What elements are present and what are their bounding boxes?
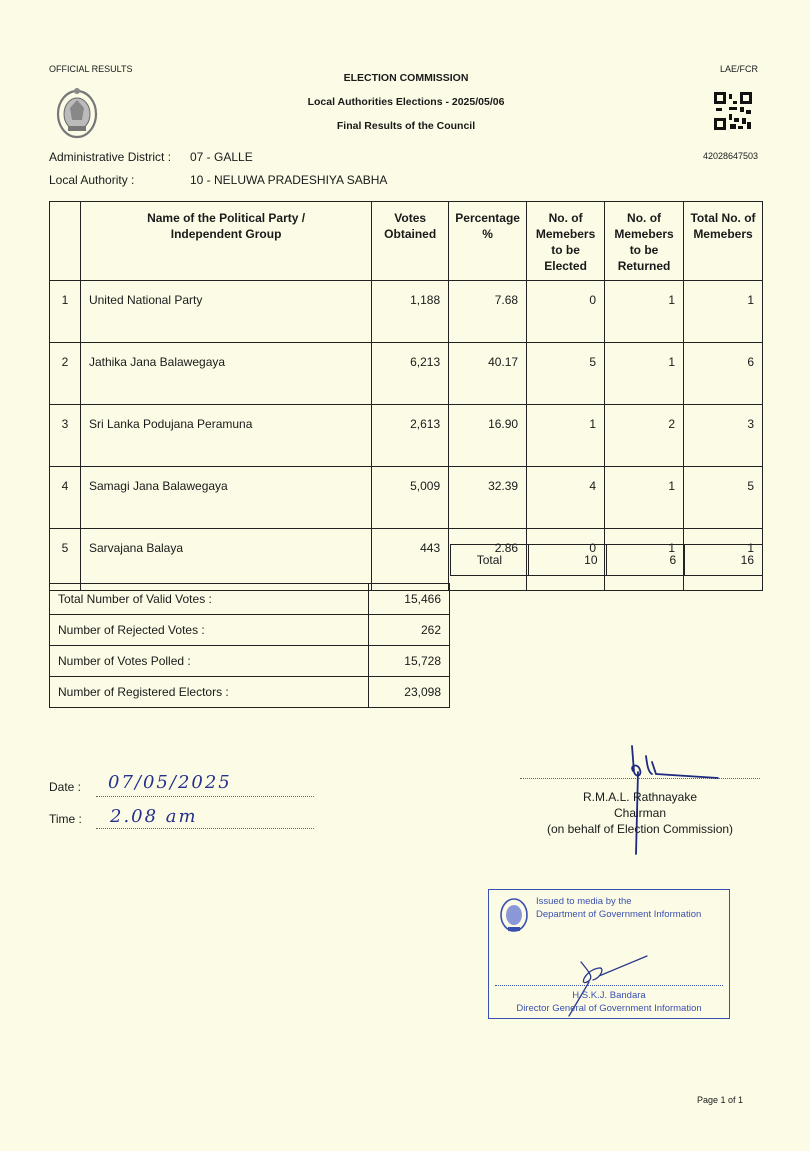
official-results-label: OFFICIAL RESULTS — [49, 64, 133, 74]
party-name: Sarvajana Balaya — [80, 529, 371, 591]
col-header-percentage: Percentage % — [449, 202, 527, 281]
summary-value: 15,728 — [369, 646, 450, 677]
date-line — [96, 772, 314, 797]
percentage: 16.90 — [449, 405, 527, 467]
time-line — [96, 806, 314, 829]
percentage: 7.68 — [449, 281, 527, 343]
summary-row — [50, 677, 450, 708]
summary-row — [50, 615, 450, 646]
party-name: United National Party — [80, 281, 371, 343]
party-name: Sri Lanka Podujana Peramuna — [80, 405, 371, 467]
summary-label: Number of Rejected Votes : — [50, 615, 369, 646]
document-code: LAE/FCR — [720, 64, 759, 74]
votes-obtained: 5,009 — [372, 467, 449, 529]
row-index: 5 — [50, 529, 81, 591]
members-elected: 0 — [527, 529, 605, 591]
summary-value: 15,466 — [369, 584, 450, 615]
chairman-title: Chairman — [613, 806, 667, 820]
members-elected: 0 — [527, 281, 605, 343]
results-header-row — [50, 202, 763, 281]
totals-row — [451, 545, 763, 576]
members-returned: 1 — [605, 343, 684, 405]
members-total: 1 — [684, 529, 763, 591]
stamp-line-2: Department of Government Information — [536, 909, 702, 920]
members-returned: 1 — [605, 281, 684, 343]
summary-label: Number of Votes Polled : — [50, 646, 369, 677]
results-subtitle: Final Results of the Council — [336, 120, 476, 132]
table-row — [50, 281, 763, 343]
summary-label: Total Number of Valid Votes : — [50, 584, 369, 615]
col-header-returned: No. of Memebers to be Returned — [605, 202, 684, 281]
stamp-title: Director General of Government Information — [516, 1003, 702, 1014]
summary-row — [50, 646, 450, 677]
members-total: 5 — [684, 467, 763, 529]
votes-obtained: 1,188 — [372, 281, 449, 343]
stamp-emblem-icon — [498, 896, 530, 934]
totals-table — [450, 544, 763, 576]
members-returned: 1 — [605, 529, 684, 591]
percentage: 2.86 — [449, 529, 527, 591]
election-title: Local Authorities Elections - 2025/05/06 — [307, 96, 505, 108]
time-label: Time : — [49, 812, 82, 826]
chairman-name: R.M.A.L. Rathnayake — [582, 790, 698, 804]
summary-value: 262 — [369, 615, 450, 646]
district-label: Administrative District : — [49, 150, 172, 164]
members-total: 1 — [684, 281, 763, 343]
results-table — [49, 201, 763, 591]
members-total: 3 — [684, 405, 763, 467]
col-header-elected: No. of Memebers to be Elected — [527, 202, 605, 281]
members-returned: 1 — [605, 467, 684, 529]
percentage: 32.39 — [449, 467, 527, 529]
vote-summary-table — [49, 583, 450, 708]
percentage: 40.17 — [449, 343, 527, 405]
page-number: Page 1 of 1 — [697, 1095, 744, 1105]
votes-obtained: 2,613 — [372, 405, 449, 467]
col-header-index — [50, 202, 81, 281]
table-row — [50, 343, 763, 405]
col-header-party: Name of the Political Party / Independent Group — [80, 202, 371, 281]
stamp-line-1: Issued to media by the — [536, 896, 632, 907]
total-label: Total — [451, 545, 529, 576]
document-number: 42028647503 — [703, 151, 759, 161]
media-release-stamp — [488, 889, 730, 1019]
summary-label: Number of Registered Electors : — [50, 677, 369, 708]
members-total: 6 — [684, 343, 763, 405]
col-header-votes: Votes Obtained — [372, 202, 449, 281]
summary-value: 23,098 — [369, 677, 450, 708]
row-index: 2 — [50, 343, 81, 405]
commission-title: ELECTION COMMISSION — [343, 72, 469, 84]
members-elected: 4 — [527, 467, 605, 529]
votes-obtained: 6,213 — [372, 343, 449, 405]
authority-label: Local Authority : — [49, 173, 135, 187]
row-index: 3 — [50, 405, 81, 467]
row-index: 4 — [50, 467, 81, 529]
row-index: 1 — [50, 281, 81, 343]
summary-row — [50, 584, 450, 615]
members-returned: 2 — [605, 405, 684, 467]
national-emblem-icon — [55, 86, 99, 140]
table-row — [50, 405, 763, 467]
stamp-name: H.S.K.J. Bandara — [572, 990, 646, 1001]
members-elected: 5 — [527, 343, 605, 405]
party-name: Jathika Jana Balawegaya — [80, 343, 371, 405]
date-handwritten: 07/05/2025 — [108, 772, 232, 793]
total-elected: 10 — [528, 545, 606, 576]
chairman-note: (on behalf of Election Commission) — [546, 822, 734, 836]
table-row — [50, 467, 763, 529]
col-header-total: Total No. of Memebers — [684, 202, 763, 281]
date-label: Date : — [49, 780, 82, 794]
qr-code-icon — [714, 92, 752, 130]
members-elected: 1 — [527, 405, 605, 467]
votes-obtained: 443 — [372, 529, 449, 591]
party-name: Samagi Jana Balawegaya — [80, 467, 371, 529]
total-returned: 6 — [606, 545, 685, 576]
authority-value: 10 - NELUWA PRADESHIYA SABHA — [190, 173, 388, 187]
total-members: 16 — [685, 545, 763, 576]
district-value: 07 - GALLE — [190, 150, 253, 164]
time-handwritten: 2.08 am — [110, 806, 198, 827]
